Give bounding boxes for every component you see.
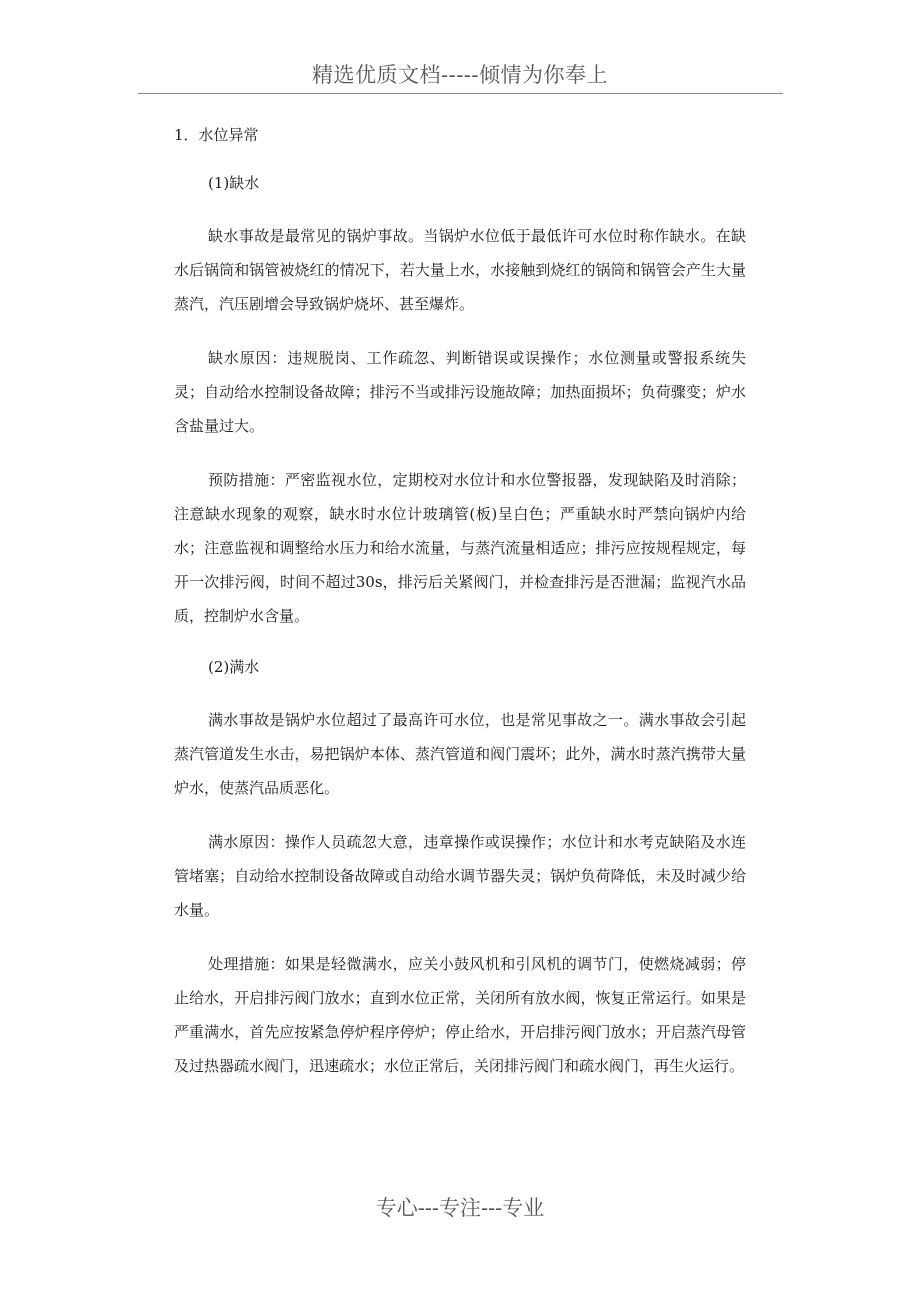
paragraph: 满水事故是锅炉水位超过了最高许可水位，也是常见事故之一。满水事故会引起蒸汽管道发生水击，易把锅炉本体、蒸汽管道和阀门震坏；此外，满水时蒸汽携带大量炉水，使蒸汽品质恶化。 — [174, 711, 746, 797]
paragraph: 预防措施：严密监视水位，定期校对水位计和水位警报器，发现缺陷及时消除；注意缺水现象的观察，缺水时水位计玻璃管(板)呈白色；严重缺水时严禁向锅炉内给水；注意监视和调整给水压力和给水流量，与蒸汽流量相适应；排污应按规程规定，每开一次排污阀，时间不超过30s，排污后关紧阀门，并检查排污是否泄漏；监视汽水品质，控制炉水含量。 — [174, 471, 746, 625]
section-title: 1．水位异常 — [174, 126, 259, 144]
subsection-title-water-overflow: (2)满水 — [208, 658, 260, 676]
paragraph: 缺水原因：违规脱岗、工作疏忽、判断错误或误操作；水位测量或警报系统失灵；自动给水控制设备故障；排污不当或排污设施故障；加热面损坏；负荷骤变；炉水含盐量过大。 — [174, 349, 746, 435]
document-body — [174, 121, 746, 1103]
page-header: 精选优质文档-----倾情为你奉上 — [312, 63, 608, 87]
header-divider — [138, 93, 783, 94]
paragraph: 缺水事故是最常见的锅炉事故。当锅炉水位低于最低许可水位时称作缺水。在缺水后锅筒和锅管被烧红的情况下，若大量上水，水接触到烧红的锅筒和锅管会产生大量蒸汽，汽压剧增会导致锅炉烧坏、甚至爆炸。 — [174, 227, 746, 313]
paragraph: 处理措施：如果是轻微满水，应关小鼓风机和引风机的调节门，使燃烧减弱；停止给水，开启排污阀门放水；直到水位正常，关闭所有放水阀，恢复正常运行。如果是严重满水，首先应按紧急停炉程序停炉；停止给水，开启排污阀门放水；开启蒸汽母管及过热器疏水阀门，迅速疏水；水位正常后，关闭排污阀门和疏水阀门，再生火运行。 — [174, 955, 746, 1075]
subsection-title-water-shortage: (1)缺水 — [208, 174, 260, 192]
paragraph: 满水原因：操作人员疏忽大意，违章操作或误操作；水位计和水考克缺陷及水连管堵塞；自动给水控制设备故障或自动给水调节器失灵；锅炉负荷降低，未及时减少给水量。 — [174, 833, 746, 919]
page-footer: 专心---专注---专业 — [375, 1196, 545, 1220]
